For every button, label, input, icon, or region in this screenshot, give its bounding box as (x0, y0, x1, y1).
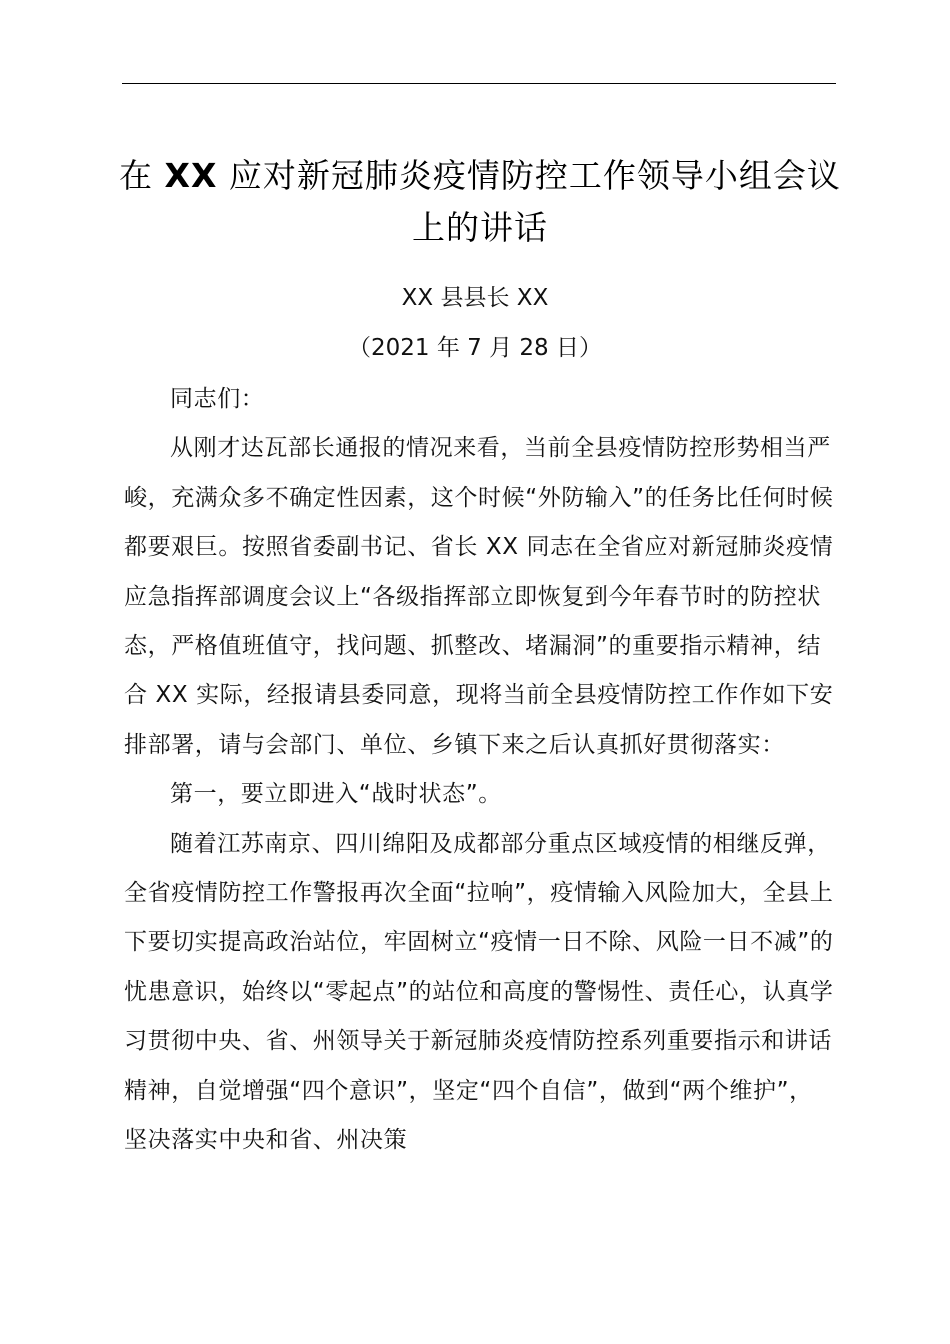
date-line: （2021 年 7 月 28 日） (348, 335, 602, 361)
title-rest: 应对新冠肺炎疫情防控工作领导小组会议上的讲话 (217, 156, 841, 247)
title-xx: XX (164, 156, 218, 195)
salutation: 同志们： (170, 386, 265, 412)
title-prefix: 在 (119, 156, 165, 195)
author-line: XX 县县长 XX (401, 285, 549, 311)
header-rule (122, 83, 836, 84)
document-title (110, 150, 850, 254)
section-heading: 第一，要立即进入“战时状态”。 (170, 781, 502, 808)
document-body (124, 375, 836, 1166)
paragraph: 随着江苏南京、四川绵阳及成都部分重点区域疫情的相继反弹，全省疫情防控工作警报再次全面“拉响”，疫情输入风险加大，全县上下要切实提高政治站位，牢固树立“疫情一日不除、风险一日不减”的忧患意识，始终以“零起点”的站位和高度的警惕性、责任心，认真学习贯彻中央、省、州领导关于新冠肺炎疫情防控系列重要指示和讲话精神，自觉增强“四个意识”，坚定“四个自信”，做到“两个维护”，坚决落实中央和省、州决策 (124, 830, 834, 1154)
paragraph: 从刚才达瓦部长通报的情况来看，当前全县疫情防控形势相当严峻，充满众多不确定性因素，这个时候“外防输入”的任务比任何时候都要艰巨。按照省委副书记、省长 XX 同志在全省应对新冠肺炎疫情应急指挥部调度会议上“各级指挥部立即恢复到今年春节时的防控状态，严格值班值守，找问题、抓整改、堵漏洞”的重要指示精神，结合 XX 实际，经报请县委同意，现将当前全县疫情防控工作作如下安排部署，请与会部门、单位、乡镇下来之后认真抓好贯彻落实： (124, 435, 834, 758)
